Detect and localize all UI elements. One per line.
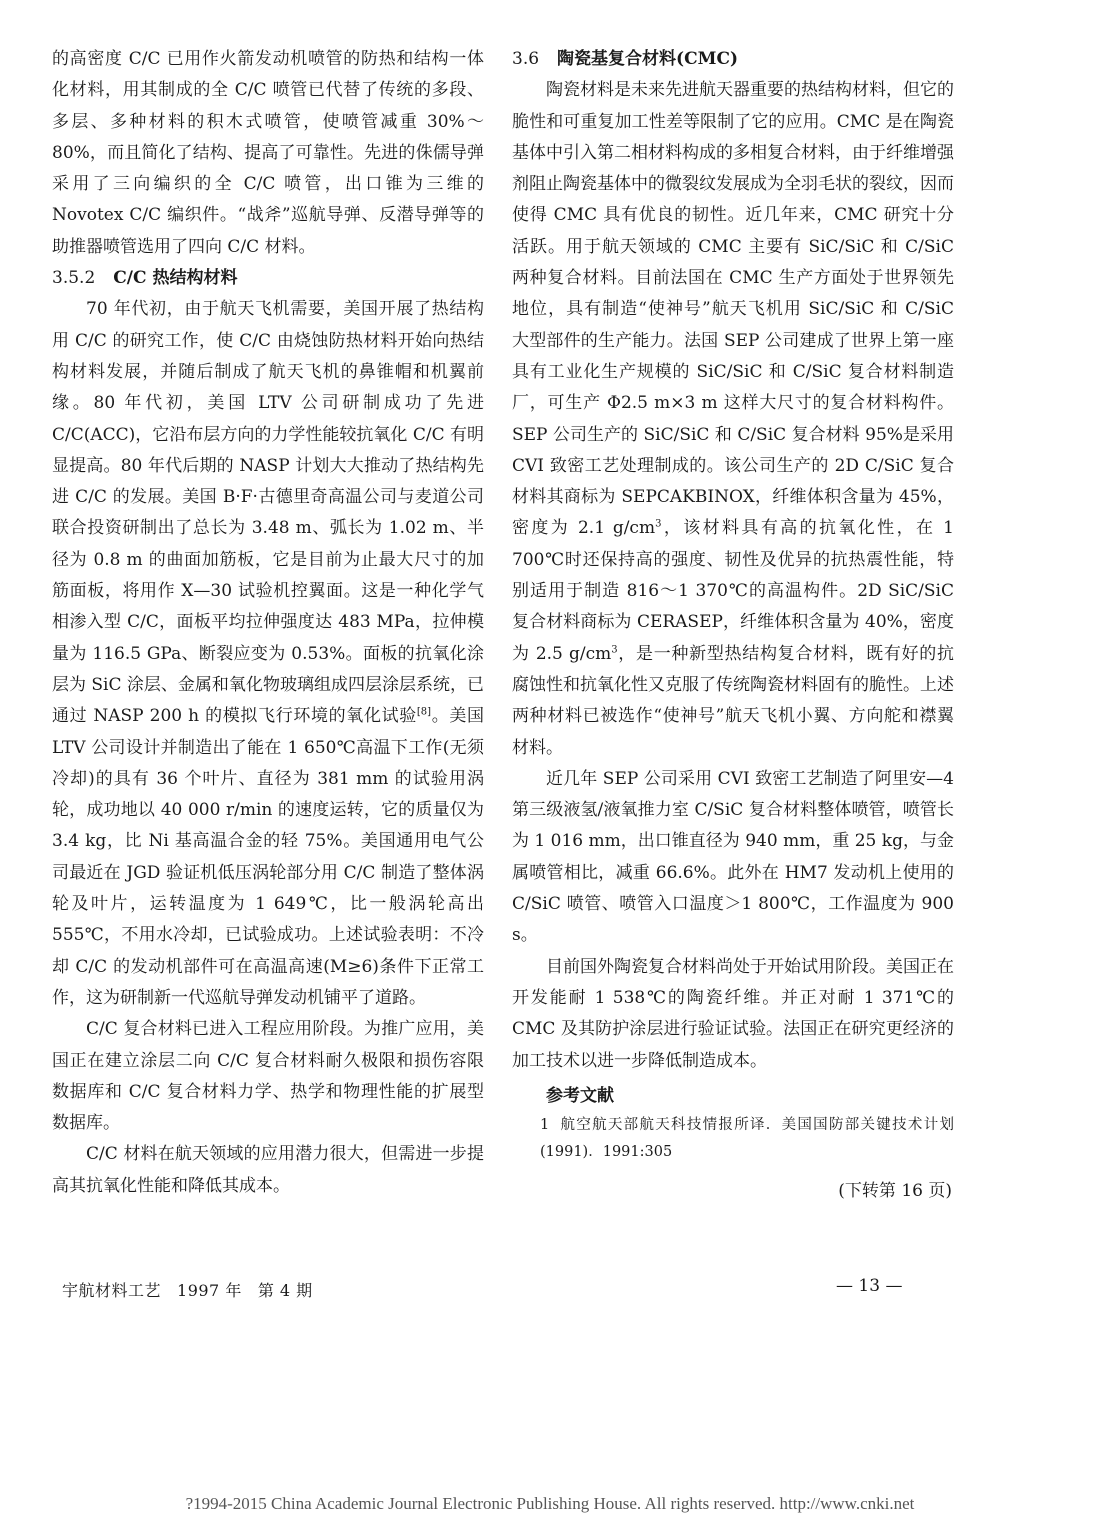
reference-text: 航空航天部航天科技情报所译．美国国防部关键技术计划(1991)．1991:305 bbox=[540, 1117, 954, 1161]
paragraph-text: 陶瓷材料是未来先进航天器重要的热结构材料，但它的脆性和可重复加工性差等限制了它的应用。CMC 是在陶瓷基体中引入第二相材料构成的多相复合材料，由于纤维增强剂阻止陶瓷基体中的微裂纹发展成为全羽毛状的裂纹，因而使得 CMC 具有优良的韧性。近几年来，CMC 研究十分活跃。用于航天领域的 CMC 主要有 SiC/SiC 和 C/SiC 两种复合材料。目前法国在 CMC 生产方面处于世界领先地位，具有制造“使神号”航天飞机用 SiC/SiC 和 C/SiC 大型部件的生产能力。法国 SEP 公司建成了世界上第一座具有工业化生产规模的 SiC/SiC 和 C/SiC 复合材料制造厂，可生产 Φ2.5 m×3 m 这样大尺寸的复合材料构件。SEP 公司生产的 SiC/SiC 和 C/SiC 复合材料 95%是采用 CVI 致密工艺处理制成的。该公司生产的 2D C/SiC 复合材料其商标为 SEPCAKBINOX，纤维体积含量为 45%，密度为 2.1 g/cm bbox=[512, 80, 954, 539]
journal-issue: 第 4 期 bbox=[257, 1281, 313, 1300]
paragraph-continued: 的高密度 C/C 已用作火箭发动机喷管的防热和结构一体化材料，用其制成的全 C/C 喷管已代替了传统的多段、多层、多种材料的积木式喷管，使喷管减重 30%～80%，而且简化了结构、提高了可靠性。先进的侏儒导弹采用了三向编织的全 C/C 喷管，出口锥为三维的 Novotex C/C 编织件。“战斧”巡航导弹、反潜导弹等的助推器喷管选用了四向 C/C 材料。 bbox=[52, 49, 484, 257]
section-title: 陶瓷基复合材料(CMC) bbox=[557, 49, 739, 69]
paragraph-text: 70 年代初，由于航天飞机需要，美国开展了热结构用 C/C 的研究工作，使 C/C 由烧蚀防热材料开始向热结构材料发展，并随后制成了航天飞机的鼻锥帽和机翼前缘。80 年代初，美国 LTV 公司研制成功了先进 C/C(ACC)，它沿布层方向的力学性能较抗氧化 C/C 有明显提高。80 年代后期的 NASP 计划大大推动了热结构先进 C/C 的发展。美国 B·F·古德里奇高温公司与麦道公司联合投资研制出了总长为 3.48 m、弧长为 1.02 m、半径为 0.8 m 的曲面加筋板，它是目前为止最大尺寸的加筋面板，将用作 X—30 试验机控翼面。这是一种化学气相渗入型 C/C，面板平均拉伸强度达 483 MPa，拉伸模量为 116.5 GPa、断裂应变为 0.53%。面板的抗氧化涂层为 SiC 涂层、金属和氧化物玻璃组成四层涂层系统，已通过 NASP 200 h 的模拟飞行环境的氧化试验 bbox=[52, 299, 484, 727]
left-column bbox=[52, 44, 484, 1202]
journal-footer bbox=[62, 1278, 329, 1301]
paragraph-sep-nozzle: 近几年 SEP 公司采用 CVI 致密工艺制造了阿里安—4 第三级液氢/液氧推力室 C/SiC 复合材料整体喷管，喷管长为 1 016 mm，出口锥直径为 940 mm，重 25 kg，与金属喷管相比，减重 66.6%。此外在 HM7 发动机上使用的 C/SiC 喷管、喷管入口温度＞1 800℃，工作温度为 900 s。 bbox=[512, 768, 954, 946]
continued-note: (下转第 16 页) bbox=[838, 1181, 952, 1202]
reference-item bbox=[512, 1112, 954, 1166]
references-heading: 参考文献 bbox=[546, 1085, 614, 1106]
journal-year: 1997 年 bbox=[177, 1281, 242, 1300]
paragraph-cmc bbox=[512, 75, 954, 764]
section-heading-3-6 bbox=[512, 44, 954, 75]
section-title: C/C 热结构材料 bbox=[113, 268, 238, 289]
paragraph-thermal-structure bbox=[52, 294, 484, 1014]
citation-ref: [8] bbox=[416, 706, 432, 718]
copyright-notice: ?1994-2015 China Academic Journal Electronic Publishing House. All rights reserved. http://www.cnki.net bbox=[185, 1494, 915, 1513]
paragraph-text: 。美国 LTV 公司设计并制造出了能在 1 650℃高温下工作(无须冷却)的具有 36 个叶片、直径为 381 mm 的试验用涡轮，成功地以 40 000 r/min 的速度运转，它的质量仅为 3.4 kg，比 Ni 基高温合金的轻 75%。美国通用电气公司最近在 JGD 验证机低压涡轮部分用 C/C 制造了整体涡轮及叶片，运转温度为 1 649℃，比一般涡轮高出 555℃，不用水冷却，已试验成功。上述试验表明：不冷却 C/C 的发动机部件可在高温高速(M≥6)条件下正常工作，这为研制新一代巡航导弹发动机铺平了道路。 bbox=[52, 706, 485, 1008]
paragraph-text: ，是一种新型热结构复合材料，既有好的抗腐蚀性和抗氧化性又克服了传统陶瓷材料固有的脆性。上述两种材料已被选作“使神号”航天飞机小翼、方向舵和襟翼材料。 bbox=[512, 643, 954, 758]
paragraph-text: ，该材料具有高的抗氧化性，在 1 700℃时还保持高的强度、韧性及优异的抗热震性能，特别适用于制造 816～1 370℃的高温构件。2D SiC/SiC 复合材料商标为 CERASEP，纤维体积含量为 40%，密度为 2.5 g/cm bbox=[512, 518, 954, 664]
page-number: — 13 — bbox=[836, 1276, 903, 1296]
right-column bbox=[512, 44, 954, 1207]
section-heading-3-5-2 bbox=[52, 263, 484, 294]
section-number: 3.5.2 bbox=[52, 268, 96, 289]
paragraph-potential: C/C 材料在航天领域的应用潜力很大，但需进一步提高其抗氧化性能和降低其成本。 bbox=[52, 1144, 484, 1196]
journal-name: 宇航材料工艺 bbox=[62, 1281, 162, 1300]
paragraph-engineering: C/C 复合材料已进入工程应用阶段。为推广应用，美国正在建立涂层二向 C/C 复合材料耐久极限和损伤容限数据库和 C/C 复合材料力学、热学和物理性能的扩展型数据库。 bbox=[52, 1019, 484, 1134]
reference-number: 1 bbox=[540, 1117, 550, 1134]
paragraph-outlook: 目前国外陶瓷复合材料尚处于开始试用阶段。美国正在开发能耐 1 538℃的陶瓷纤维。并正对耐 1 371℃的 CMC 及其防护涂层进行验证试验。法国正在研究更经济的加工技术以进一步降低制造成本。 bbox=[512, 956, 954, 1071]
section-number: 3.6 bbox=[512, 49, 540, 69]
superscript: 3 bbox=[611, 643, 618, 655]
superscript: 3 bbox=[655, 518, 662, 530]
